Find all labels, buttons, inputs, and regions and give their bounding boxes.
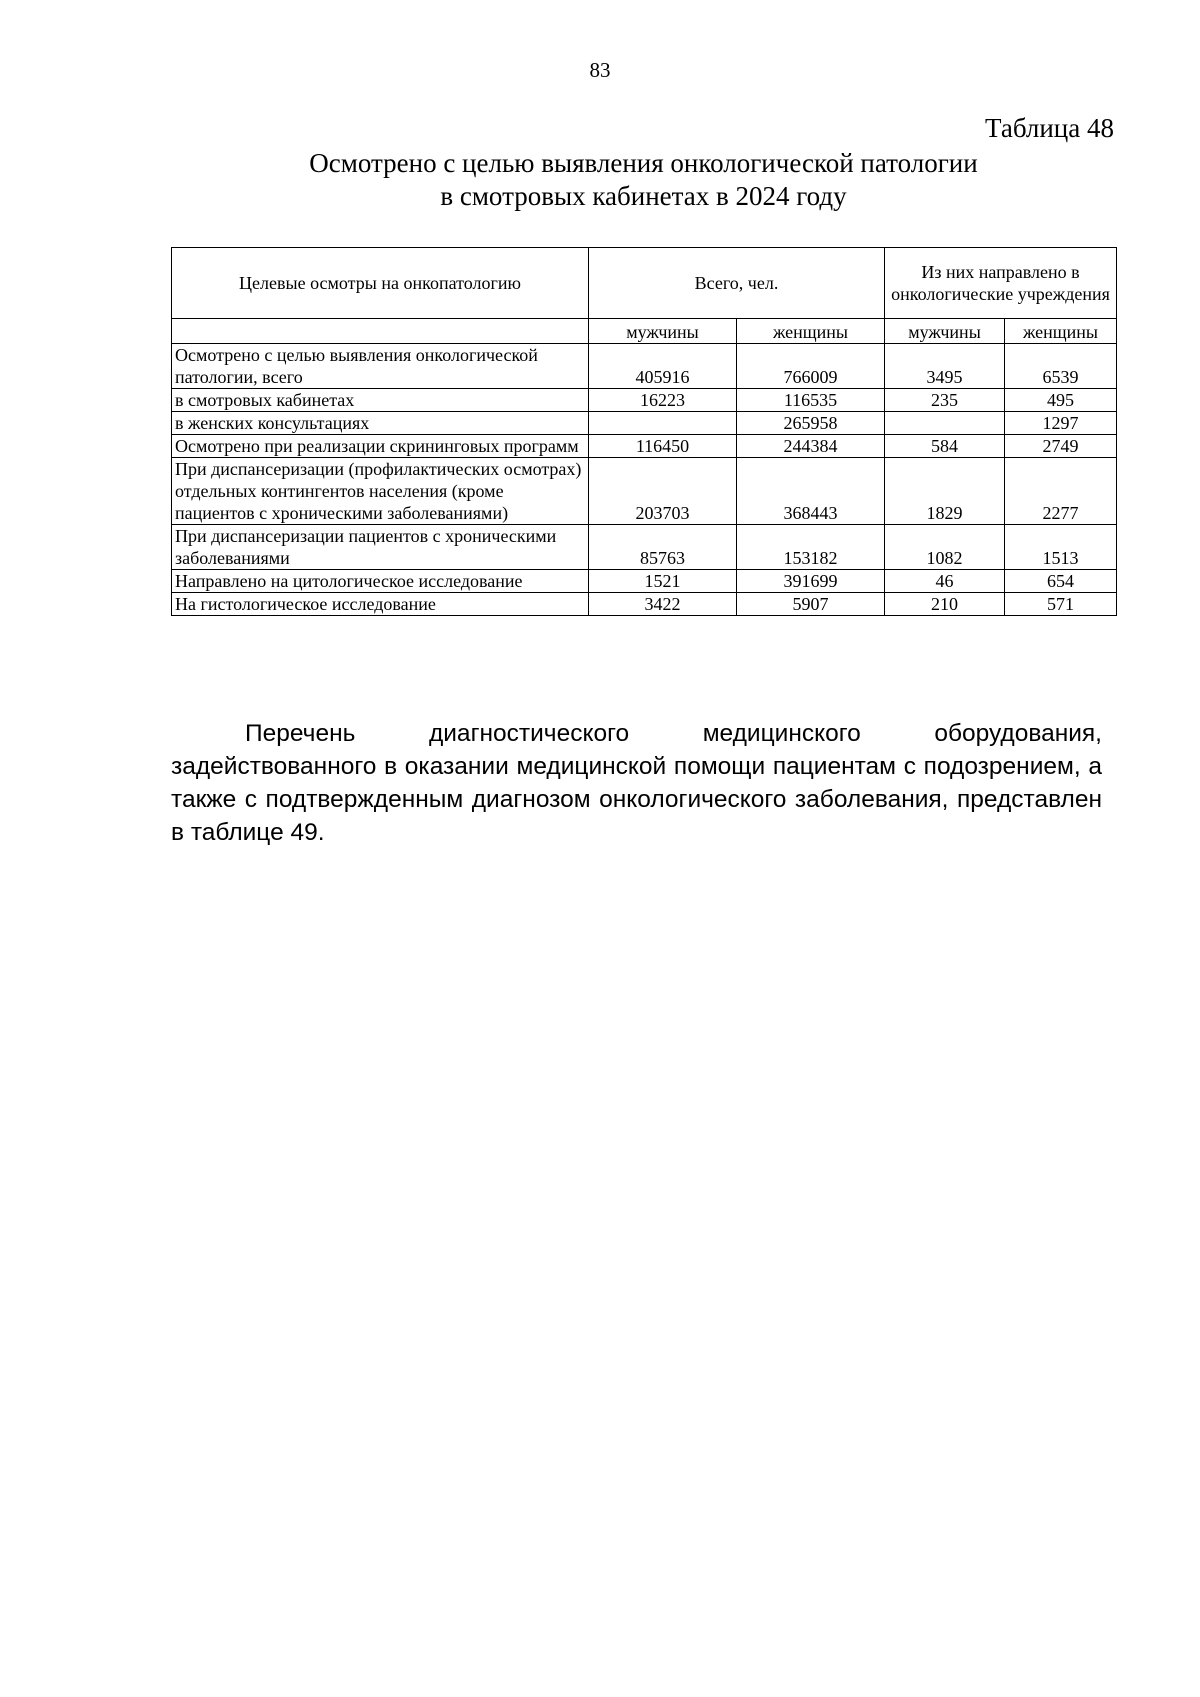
cell-total-women: 153182 [737, 525, 885, 570]
cell-referred-women: 6539 [1005, 344, 1117, 389]
page-number: 83 [589, 58, 611, 82]
table-row [172, 525, 1117, 570]
table-title [171, 147, 1116, 213]
cell-total-men [589, 412, 737, 435]
subheader-total-men: мужчины [589, 319, 737, 344]
cell-total-men: 405916 [589, 344, 737, 389]
subheader-referred-men: мужчины [885, 319, 1005, 344]
table-row [172, 435, 1117, 458]
table-title-line-1: Осмотрено с целью выявления онкологической патологии [309, 148, 978, 178]
cell-total-men: 3422 [589, 593, 737, 616]
cell-referred-men: 235 [885, 389, 1005, 412]
cell-total-women: 391699 [737, 570, 885, 593]
row-label: Осмотрено при реализации скрининговых программ [172, 435, 589, 458]
cell-referred-women: 2277 [1005, 458, 1117, 525]
row-label: Осмотрено с целью выявления онкологической патологии, всего [172, 344, 589, 389]
cell-referred-men [885, 412, 1005, 435]
cell-total-women: 766009 [737, 344, 885, 389]
table-subheader-row [172, 319, 1117, 344]
cell-referred-men: 1829 [885, 458, 1005, 525]
body-paragraph: Перечень диагностического медицинского оборудования, задействованного в оказании медицинской помощи пациентам с подозрением, а также с подтвержденным диагнозом онкологического заболевания, представлен в таблице 49. [171, 720, 1102, 846]
cell-referred-women: 1513 [1005, 525, 1117, 570]
screening-table [171, 247, 1117, 616]
cell-referred-women: 571 [1005, 593, 1117, 616]
subheader-empty [172, 319, 589, 344]
cell-total-men: 1521 [589, 570, 737, 593]
table-row [172, 344, 1117, 389]
cell-total-men: 203703 [589, 458, 737, 525]
cell-total-men: 116450 [589, 435, 737, 458]
row-label: При диспансеризации пациентов с хроническими заболеваниями [172, 525, 589, 570]
table-row [172, 412, 1117, 435]
cell-referred-women: 2749 [1005, 435, 1117, 458]
cell-total-men: 85763 [589, 525, 737, 570]
header-referred-oncology: Из них направлено в онкологические учреждения [885, 248, 1117, 319]
cell-referred-men: 1082 [885, 525, 1005, 570]
cell-total-women: 5907 [737, 593, 885, 616]
table-row [172, 389, 1117, 412]
cell-referred-men: 584 [885, 435, 1005, 458]
header-target-exams: Целевые осмотры на онкопатологию [172, 248, 589, 319]
cell-total-women: 116535 [737, 389, 885, 412]
header-total-persons: Всего, чел. [589, 248, 885, 319]
cell-total-women: 368443 [737, 458, 885, 525]
cell-total-men: 16223 [589, 389, 737, 412]
cell-total-women: 265958 [737, 412, 885, 435]
row-label: При диспансеризации (профилактических осмотрах) отдельных контингентов населения (кроме пациентов с хроническими заболеваниями) [172, 458, 589, 525]
table-title-line-2: в смотровых кабинетах в 2024 году [440, 181, 847, 211]
row-label: На гистологическое исследование [172, 593, 589, 616]
table-row [172, 593, 1117, 616]
cell-referred-women: 1297 [1005, 412, 1117, 435]
row-label: Направлено на цитологическое исследование [172, 570, 589, 593]
cell-referred-women: 654 [1005, 570, 1117, 593]
cell-total-women: 244384 [737, 435, 885, 458]
row-label: в смотровых кабинетах [172, 389, 589, 412]
table-row [172, 570, 1117, 593]
cell-referred-men: 46 [885, 570, 1005, 593]
subheader-referred-women: женщины [1005, 319, 1117, 344]
table-header-row [172, 248, 1117, 319]
cell-referred-men: 3495 [885, 344, 1005, 389]
subheader-total-women: женщины [737, 319, 885, 344]
cell-referred-women: 495 [1005, 389, 1117, 412]
table-label: Таблица 48 [985, 113, 1114, 143]
table-row [172, 458, 1117, 525]
cell-referred-men: 210 [885, 593, 1005, 616]
row-label: в женских консультациях [172, 412, 589, 435]
